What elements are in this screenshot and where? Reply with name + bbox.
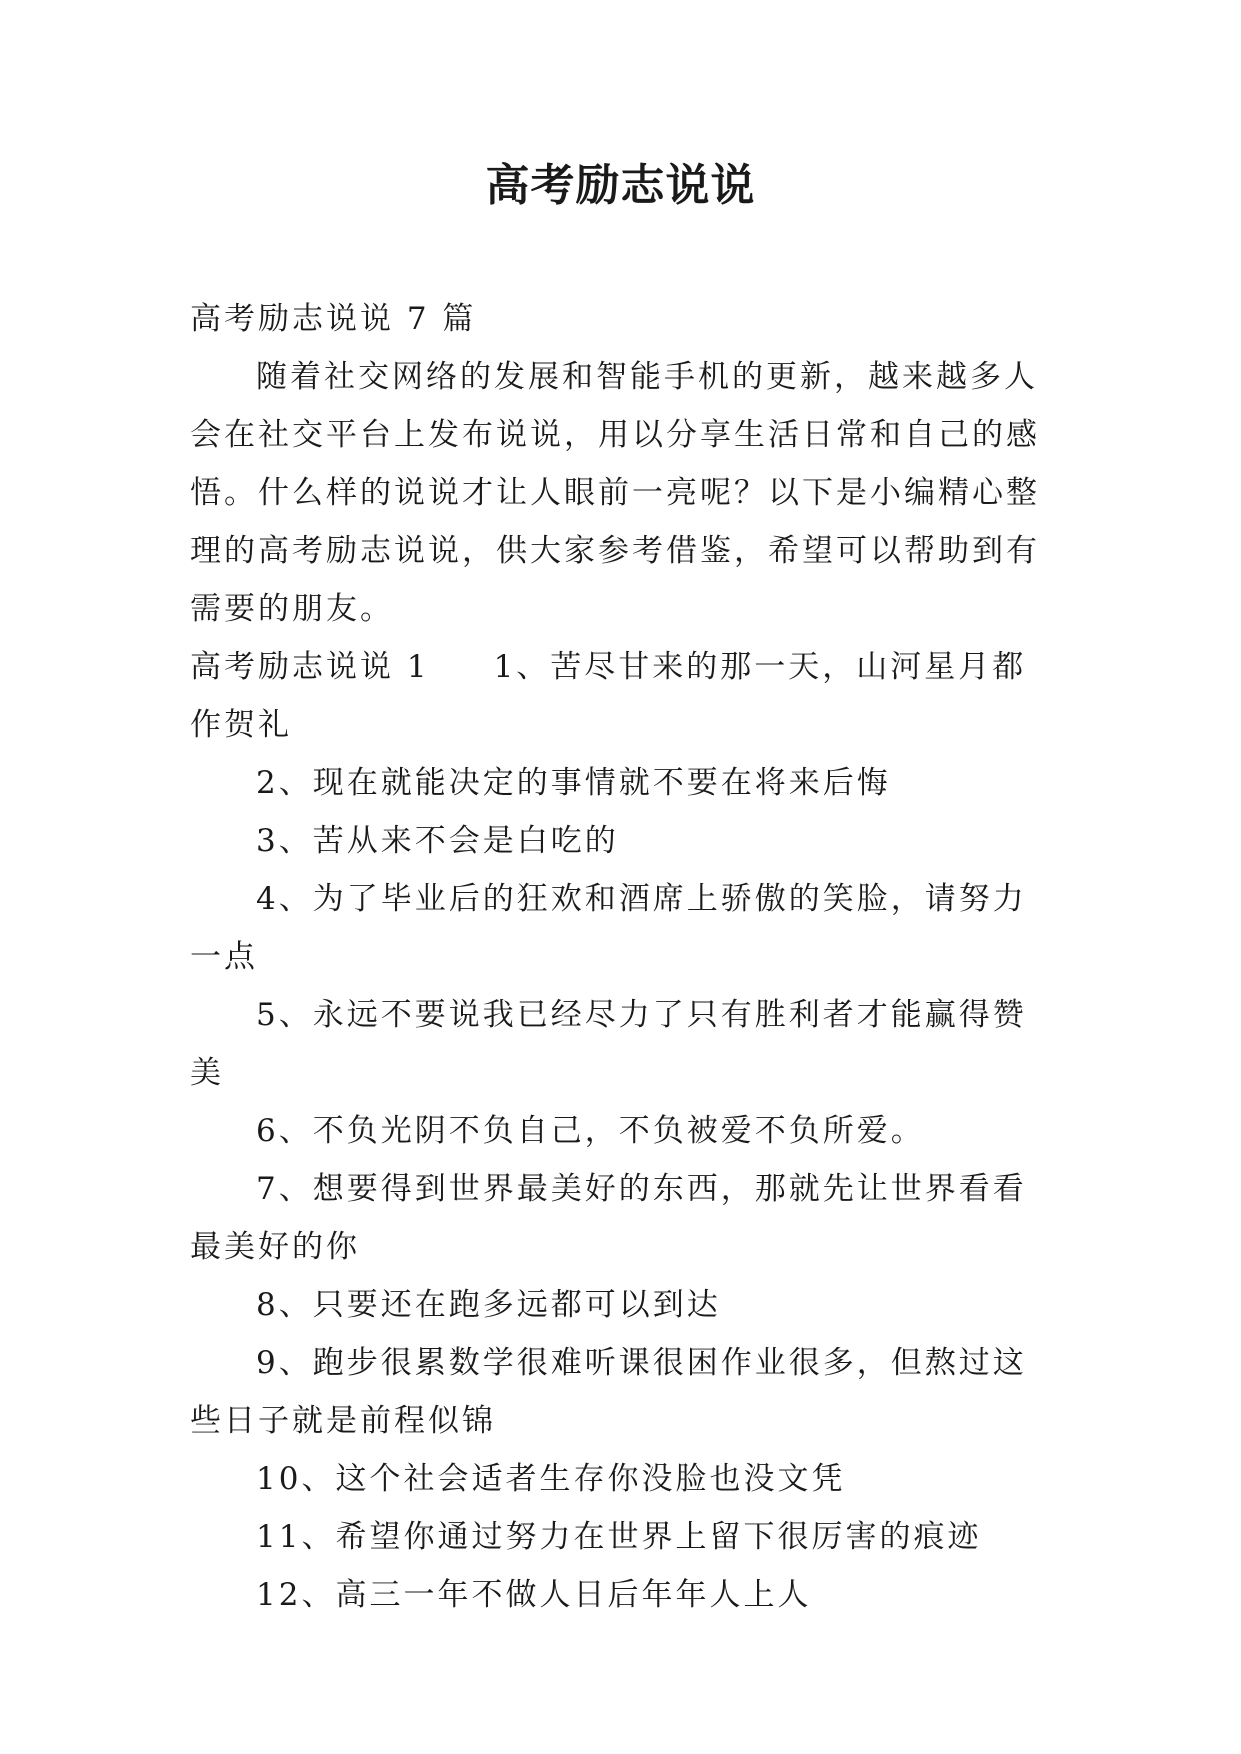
list-item: 7、想要得到世界最美好的东西，那就先让世界看看最美好的你 (190, 1171, 1027, 1265)
list-item: 4、为了毕业后的狂欢和酒席上骄傲的笑脸，请努力一点 (190, 881, 1027, 975)
section-first-line (190, 638, 1060, 754)
list-item: 2、现在就能决定的事情就不要在将来后悔 (256, 765, 891, 801)
document-body (190, 290, 1060, 1624)
list-item: 8、只要还在跑多远都可以到达 (256, 1287, 721, 1323)
page-title: 高考励志说说 (485, 160, 756, 211)
document-subtitle: 高考励志说说 7 篇 (190, 301, 477, 337)
list-item: 10、这个社会适者生存你没脸也没文凭 (256, 1461, 846, 1497)
list-item: 5、永远不要说我已经尽力了只有胜利者才能赢得赞美 (190, 997, 1027, 1091)
intro-paragraph: 随着社交网络的发展和智能手机的更新，越来越多人会在社交平台上发布说说，用以分享生活日常和自己的感悟。什么样的说说才让人眼前一亮呢？以下是小编精心整理的高考励志说说，供大家参考借鉴，希望可以帮助到有需要的朋友。 (190, 359, 1040, 627)
section-heading: 高考励志说说 1 (190, 649, 430, 685)
list-item: 9、跑步很累数学很难听课很困作业很多，但熬过这些日子就是前程似锦 (190, 1345, 1027, 1439)
list-item: 6、不负光阴不负自己，不负被爱不负所爱。 (256, 1113, 925, 1149)
list-item: 3、苦从来不会是白吃的 (256, 823, 619, 859)
list-item: 12、高三一年不做人日后年年人上人 (256, 1577, 812, 1613)
list-item: 11、希望你通过努力在世界上留下很厉害的痕迹 (256, 1519, 982, 1555)
list-item: 1、苦尽甘来的那一天，山河星月都作贺礼 (190, 649, 1027, 743)
